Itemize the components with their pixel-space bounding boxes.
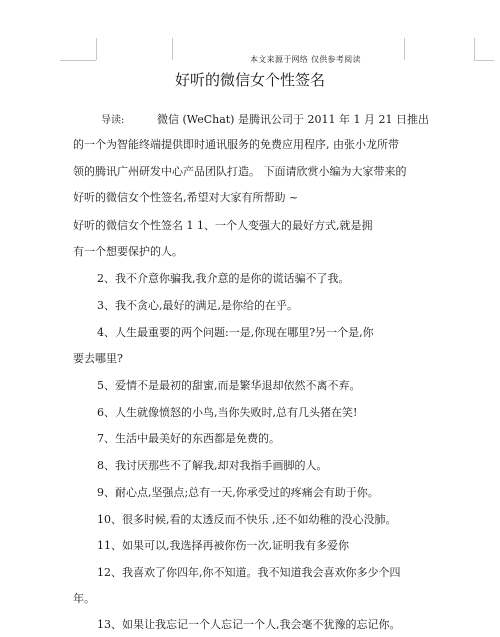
list-item [97, 484, 379, 500]
intro-text-1: 微信 (WeChat) 是腾讯公司于 2011 年 1 月 21 日推出 [157, 113, 429, 126]
list-item-number: 5、 [97, 379, 115, 392]
list-item-text: 生活中最美好的东西都是免费的。 [115, 432, 280, 445]
list-item [97, 616, 401, 632]
list-item-number: 8、 [97, 459, 115, 472]
list-item [97, 377, 361, 393]
list-item-number: 7、 [97, 432, 115, 445]
list-item [97, 537, 349, 553]
list-item-number: 2、 [97, 272, 115, 285]
list-item-number: 10、 [97, 513, 122, 526]
list-item-text: 人生最重要的两个问题:一是,你现在哪里?另一个是,你 [115, 326, 374, 339]
list-item [97, 511, 397, 527]
list-item-text: 人生就像愤怒的小鸟,当你失败时,总有几头猪在笑! [115, 406, 358, 419]
crop-mark [96, 38, 97, 60]
intro-line-3: 领的腾讯广州研发中心产品团队打造。 下面请欣赏小编为大家带来的 [73, 165, 407, 178]
intro-label: 导读: [101, 115, 125, 126]
list-item [97, 270, 350, 286]
list-item-number: 12、 [97, 566, 122, 579]
crop-mark [474, 38, 475, 60]
source-note: 本文来源于网络 仅供参考阅读 [250, 55, 361, 64]
list-item-number: 11、 [97, 539, 122, 552]
crop-mark [60, 60, 96, 61]
list-item [97, 430, 280, 446]
list-item-continuation: 有一个想要保护的人。 [73, 245, 183, 258]
list-item [97, 297, 298, 313]
list-item-text: 如果让我忘记一个人忘记一个人,我会毫不犹豫的忘记你。 [122, 618, 401, 631]
list-item-number: 好听的微信女个性签名 1 [73, 219, 194, 232]
list-item [97, 404, 357, 420]
list-item-text: 我不贪心,最好的满足,是你给的在乎。 [115, 299, 298, 312]
list-item-continuation: 年。 [73, 592, 95, 605]
list-item [97, 457, 328, 473]
list-item-text: 很多时候,看的太透反而不快乐 ,还不如幼稚的没心没肺。 [122, 513, 397, 526]
list-item [97, 564, 401, 580]
crop-mark [474, 60, 494, 61]
list-item-number: 6、 [97, 406, 115, 419]
intro-line-4: 好听的微信女个性签名,希望对大家有所帮助 ~ [73, 191, 299, 204]
crop-mark [172, 38, 173, 60]
list-item-text: 1、一个人变强大的最好方式,就是拥 [193, 219, 373, 232]
list-item-text: 我不介意你骗我,我介意的是你的谎话骗不了我。 [115, 272, 350, 285]
list-item-number: 9、 [97, 486, 115, 499]
list-item-text: 爱情不是最初的甜蜜,而是繁华退却依然不离不弃。 [115, 379, 361, 392]
list-item-text: 我讨厌那些不了解我,却对我指手画脚的人。 [115, 459, 328, 472]
list-item-text: 耐心点,坚强点;总有一天,你承受过的疼痛会有助于你。 [115, 486, 379, 499]
page-title: 好听的微信女个性签名 [174, 71, 325, 89]
intro-line-2: 的一个为智能终端提供即时通讯服务的免费应用程序, 由张小龙所带 [73, 138, 399, 151]
list-item [73, 217, 373, 233]
list-item-number: 4、 [97, 326, 115, 339]
list-item-text: 我喜欢了你四年,你不知道。我不知道我会喜欢你多少个四 [122, 566, 401, 579]
list-item [97, 324, 374, 340]
list-item-number: 3、 [97, 299, 115, 312]
crop-mark [404, 38, 405, 60]
intro-line-1 [73, 111, 429, 127]
list-item-number: 13、 [97, 618, 122, 631]
list-item-text: 如果可以,我选择再被你伤一次,证明我有多爱你 [122, 539, 349, 552]
list-item-continuation: 要去哪里? [73, 352, 123, 365]
